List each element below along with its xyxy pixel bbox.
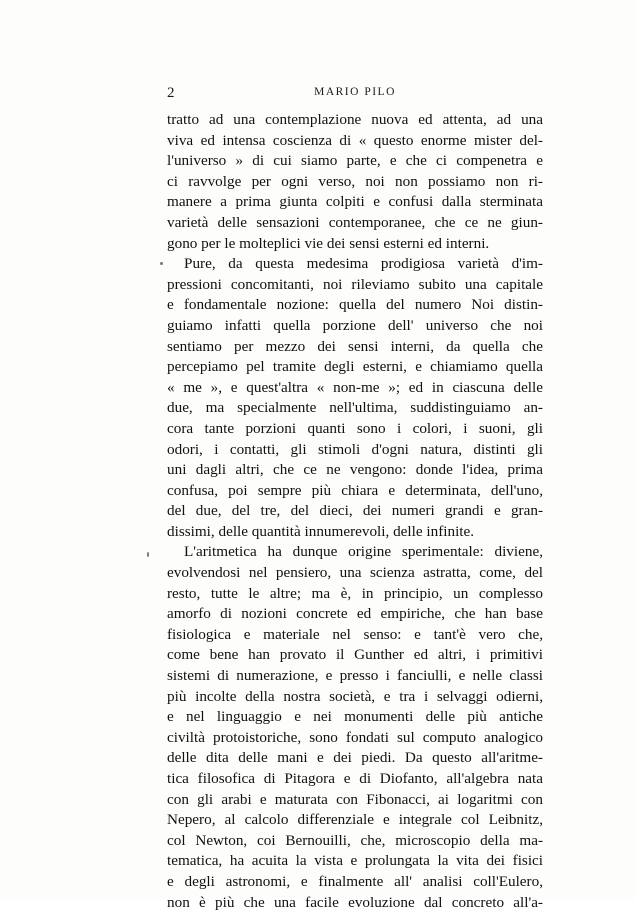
- text-line: gono per le molteplici vie dei sensi esterni ed interni.: [167, 234, 490, 252]
- text-line: e fondamentale nozione: quella del numero Noi distin-: [167, 296, 543, 314]
- text-line: come bene han provato il Gunther ed altri, i primitivi: [167, 646, 543, 664]
- text-line: ci ravvolge per ogni verso, noi non possiamo non ri-: [167, 172, 543, 190]
- text-line: uni dagli altri, che ce ne vengono: donde l'idea, prima: [167, 461, 543, 479]
- page-number: 2: [167, 85, 175, 101]
- body-text: [167, 110, 543, 913]
- text-line: cora tante porzioni quanti sono i colori, i suoni, gli: [167, 419, 543, 437]
- text-line: tematica, ha acuita la vista e prolungata la vita dei fisici: [167, 852, 543, 870]
- text-line: « me », e quest'altra « non-me »; ed in ciascuna delle: [167, 378, 543, 396]
- page-header: [167, 85, 543, 103]
- text-line: più incolte della nostra società, e tra i selvaggi odierni,: [167, 687, 543, 705]
- text-line: sentiamo per mezzo dei sensi interni, da quella che: [167, 337, 543, 355]
- scan-speck: [147, 552, 149, 557]
- text-line: sistemi di numerazione, e presso i fanciulli, e nelle classi: [167, 667, 543, 685]
- text-line: tica filosofica di Pitagora e di Diofanto, all'algebra nata: [167, 770, 543, 787]
- paragraph-first-line: Pure, da questa medesima prodigiosa varietà d'im-: [184, 255, 543, 273]
- text-line: tratto ad una contemplazione nuova ed attenta, ad una: [167, 111, 543, 128]
- text-line: odori, i contatti, gli stimoli d'ogni natura, distinti gli: [167, 440, 543, 458]
- text-line: con gli arabi e maturata con Fibonacci, ai logaritmi con: [167, 790, 543, 808]
- text-line: delle dita delle mani e dei piedi. Da questo all'aritme-: [167, 749, 543, 767]
- text-line: e nel linguaggio e nei monumenti delle più antiche: [167, 708, 543, 726]
- running-head: MARIO PILO: [314, 86, 396, 98]
- text-line: due, ma specialmente nell'ultima, suddistinguiamo an-: [167, 399, 543, 417]
- text-line: varietà delle sensazioni contemporanee, che ce ne giun-: [167, 213, 543, 231]
- text-line: evolvendosi nel pensiero, una scienza astratta, come, del: [167, 564, 543, 582]
- text-line: del due, del tre, del dieci, dei numeri grandi e gran-: [167, 502, 543, 520]
- text-line: resto, tutte le altre; ma è, in principio, un complesso: [167, 584, 543, 602]
- paragraph-first-line: L'aritmetica ha dunque origine sperimentale: diviene,: [184, 543, 543, 561]
- text-line: fisiologica e materiale nel senso: e tant'è vero che,: [167, 625, 543, 643]
- text-line: amorfo di nozioni concrete ed empiriche, che han base: [167, 605, 543, 623]
- text-line: Nepero, al calcolo differenziale e integrale col Leibnitz,: [167, 811, 543, 829]
- text-line: manere a prima giunta colpiti e confusi dalla sterminata: [167, 193, 543, 211]
- text-line: non è più che una facile evoluzione dal concreto all'a-: [167, 893, 543, 911]
- text-line: l'universo » di cui siamo parte, e che ci compenetra e: [167, 152, 543, 170]
- text-line: col Newton, coi Bernouilli, che, microscopio della ma-: [167, 831, 543, 849]
- text-line: dissimi, delle quantità innumerevoli, delle infinite.: [167, 522, 475, 540]
- text-line: viva ed intensa coscienza di « questo enorme mister del-: [167, 131, 543, 149]
- scan-speck: [160, 262, 163, 265]
- text-line: civiltà protoistoriche, sono fondati sul computo analogico: [167, 728, 543, 746]
- text-line: confusa, poi sempre più chiara e determinata, dell'uno,: [167, 481, 543, 499]
- text-line: percepiamo pel tramite degli esterni, e chiamiamo quella: [167, 358, 543, 376]
- text-line: guiamo infatti quella porzione dell' universo che noi: [167, 316, 543, 334]
- text-line: pressioni concomitanti, noi rileviamo subito una capitale: [167, 275, 543, 293]
- text-line: e degli astronomi, e finalmente all' analisi coll'Eulero,: [167, 872, 543, 890]
